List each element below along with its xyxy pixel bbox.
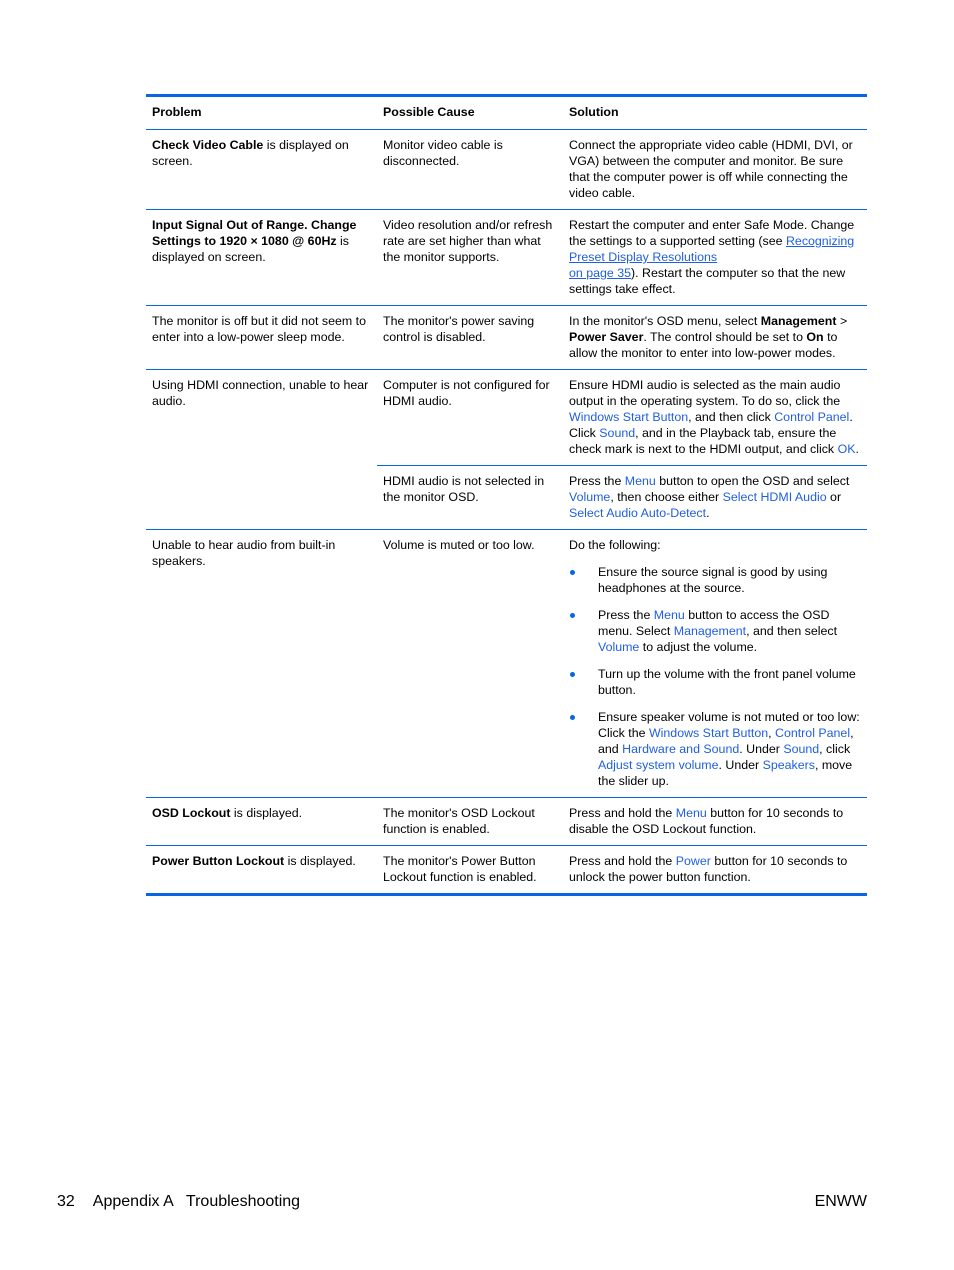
link-menu[interactable]: Menu [624, 474, 656, 488]
split-cells [377, 370, 867, 529]
list-item: Ensure the source signal is good by using headphones at the source. [569, 564, 861, 596]
link-menu[interactable]: Menu [675, 806, 707, 820]
solution-intro: Do the following: [569, 538, 661, 552]
problem-cell: The monitor is off but it did not seem to enter into a low-power sleep mode. [152, 314, 366, 344]
problem-cell: OSD Lockout is displayed. [152, 806, 303, 820]
table-row [146, 530, 867, 798]
solution-cell: Ensure HDMI audio is selected as the main audio output in the operating system. To do so, click the Windows Start Button, and then click Control Panel. Click Sound, and in the Playback tab, ensure the check mark is next to the HDMI output, and click OK. [569, 378, 859, 456]
link-windows-start-button[interactable]: Windows Start Button [648, 726, 769, 740]
solution-cell: Press and hold the Power button for 10 seconds to unlock the power button function. [569, 854, 848, 884]
cause-cell: Monitor video cable is disconnected. [383, 138, 503, 168]
cause-cell: Volume is muted or too low. [383, 538, 535, 552]
link-sound[interactable]: Sound [599, 426, 636, 440]
link-ok[interactable]: OK [837, 442, 856, 456]
page-number: 32 [57, 1193, 75, 1210]
table-row [146, 798, 867, 846]
header-possible-cause: Possible Cause [383, 105, 475, 119]
link-preset-resolutions[interactable]: Recognizing Preset Display Resolutions [569, 234, 855, 264]
table-row [146, 306, 867, 370]
header-solution: Solution [569, 105, 619, 119]
link-speakers[interactable]: Speakers [762, 758, 815, 772]
footer-locale: ENWW [814, 1193, 867, 1210]
link-hardware-and-sound[interactable]: Hardware and Sound [622, 742, 740, 756]
bullet-icon [570, 715, 575, 720]
cause-cell: Computer is not configured for HDMI audio. [383, 378, 550, 408]
solution-cell: Connect the appropriate video cable (HDMI, DVI, or VGA) between the computer and monitor. Be sure that the computer power is off while connecting the video cable. [569, 138, 853, 200]
list-item: Press the Menu button to access the OSD menu. Select Management, and then select Volume to adjust the volume. [569, 607, 861, 655]
cause-cell: Video resolution and/or refresh rate are set higher than what the monitor supports. [383, 218, 553, 264]
link-control-panel[interactable]: Control Panel [775, 726, 851, 740]
footer-left [57, 1193, 300, 1211]
link-volume[interactable]: Volume [598, 640, 640, 654]
list-item: Ensure speaker volume is not muted or too low: Click the Windows Start Button, Control Panel, and Hardware and Sound. Under Sound, click Adjust system volume. Under Speakers, move the slider up. [569, 709, 861, 789]
solution-cell: In the monitor's OSD menu, select Management > Power Saver. The control should be set to On to allow the monitor to enter into low-power modes. [569, 314, 848, 360]
section-title: Appendix A Troubleshooting [92, 1193, 301, 1210]
cause-cell: The monitor's Power Button Lockout function is enabled. [383, 854, 537, 884]
link-windows-start-button[interactable]: Windows Start Button [569, 410, 689, 424]
table-row [146, 130, 867, 210]
solution-cell: Press the Menu button to open the OSD and select Volume, then choose either Select HDMI Audio or Select Audio Auto-Detect. [569, 474, 850, 520]
problem-cell: Using HDMI connection, unable to hear audio. [152, 378, 369, 408]
link-select-hdmi-audio[interactable]: Select HDMI Audio [722, 490, 827, 504]
header-problem: Problem [152, 105, 202, 119]
link-sound[interactable]: Sound [783, 742, 820, 756]
problem-cell: Check Video Cable is displayed on screen. [152, 138, 349, 168]
problem-cell: Power Button Lockout is displayed. [152, 854, 356, 868]
list-item: Turn up the volume with the front panel volume button. [569, 666, 861, 698]
link-volume[interactable]: Volume [569, 490, 611, 504]
table-header-row [146, 97, 867, 130]
link-adjust-system-volume[interactable]: Adjust system volume [598, 758, 719, 772]
page-footer [57, 1193, 867, 1211]
link-page-35[interactable]: on page 35 [569, 266, 632, 280]
table-row [146, 210, 867, 306]
cause-cell: The monitor's power saving control is disabled. [383, 314, 535, 344]
sub-row [377, 465, 867, 529]
bullet-icon [570, 613, 575, 618]
table-row [146, 846, 867, 893]
cause-cell: HDMI audio is not selected in the monitor OSD. [383, 474, 545, 504]
link-control-panel[interactable]: Control Panel [774, 410, 850, 424]
link-select-audio-auto-detect[interactable]: Select Audio Auto-Detect [569, 506, 707, 520]
problem-cell: Unable to hear audio from built-in speakers. [152, 538, 336, 568]
bullet-list [569, 564, 861, 789]
cause-cell: The monitor's OSD Lockout function is enabled. [383, 806, 535, 836]
sub-row [377, 370, 867, 465]
solution-cell: Restart the computer and enter Safe Mode. Change the settings to a supported setting (see Recognizing Preset Display Resolutions on page 35). Restart the computer so that the new settings take effect. [569, 218, 855, 296]
bullet-icon [570, 570, 575, 575]
problem-cell: Input Signal Out of Range. Change Settings to 1920 × 1080 @ 60Hz is displayed on screen. [152, 218, 357, 264]
link-management[interactable]: Management [673, 624, 747, 638]
table-row [146, 370, 867, 530]
troubleshooting-table [146, 94, 867, 896]
table-bottom-rule [146, 893, 867, 896]
solution-cell [563, 530, 867, 797]
bullet-icon [570, 672, 575, 677]
link-menu[interactable]: Menu [653, 608, 685, 622]
link-power[interactable]: Power [675, 854, 711, 868]
solution-cell: Press and hold the Menu button for 10 seconds to disable the OSD Lockout function. [569, 806, 844, 836]
